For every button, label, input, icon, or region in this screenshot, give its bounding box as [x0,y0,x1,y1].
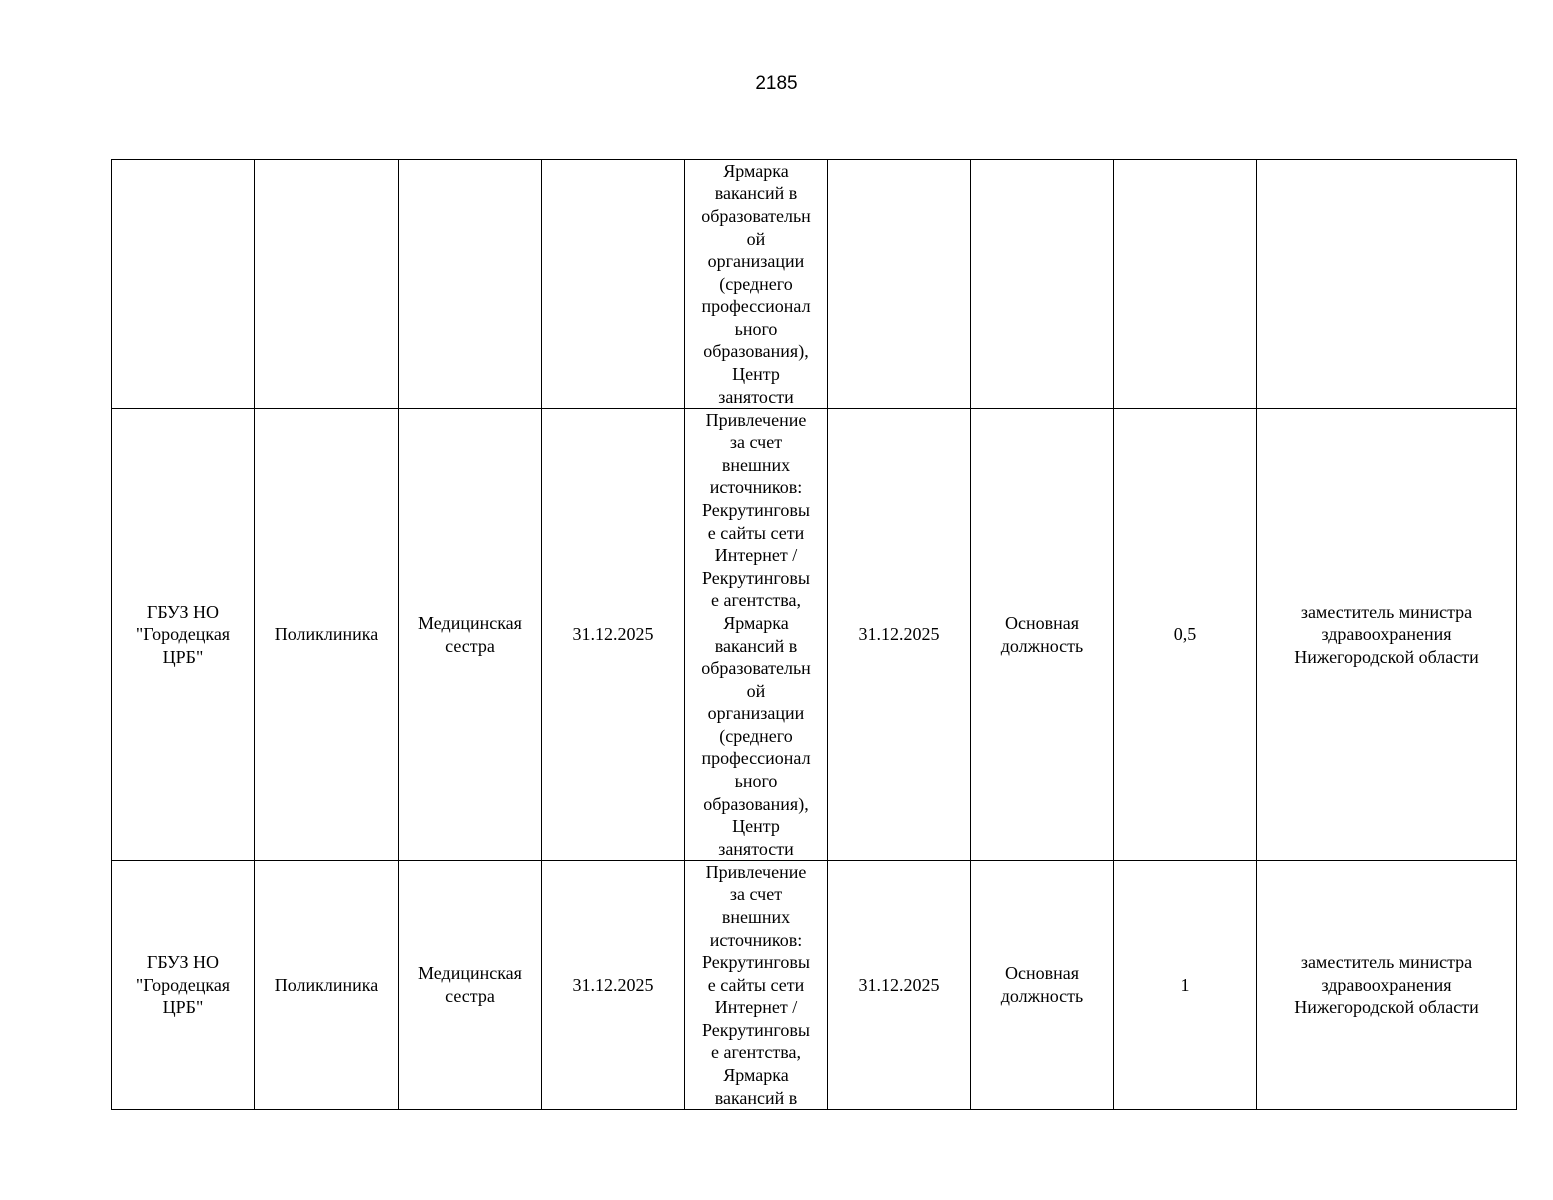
position-cell [399,160,542,409]
department-cell: Поликлиника [255,409,399,861]
job-type-cell [971,160,1114,409]
department-cell [255,160,399,409]
rate-cell [1114,160,1257,409]
table-row [112,160,1517,409]
responsible-cell [1257,160,1517,409]
position-cell: Медицинская сестра [399,409,542,861]
vacancy-table [111,159,1517,1110]
deadline-cell: 31.12.2025 [542,409,685,861]
job-type-cell: Основная должность [971,409,1114,861]
source-cell: Привлечение за счет внешних источников: Рекрутинговы е сайты сети Интернет / Рекрутинговы е агентства, Ярмарка вакансий в [685,861,828,1110]
rate-cell: 1 [1114,861,1257,1110]
position-cell: Медицинская сестра [399,861,542,1110]
date-cell [828,160,971,409]
deadline-cell [542,160,685,409]
date-cell: 31.12.2025 [828,409,971,861]
date-cell: 31.12.2025 [828,861,971,1110]
source-cell: Ярмарка вакансий в образовательн ой организации (среднего профессионал ьного образования), Центр занятости [685,160,828,409]
table-row [112,409,1517,861]
organization-cell [112,160,255,409]
table-row [112,861,1517,1110]
organization-cell: ГБУЗ НО "Городецкая ЦРБ" [112,409,255,861]
source-cell: Привлечение за счет внешних источников: Рекрутинговы е сайты сети Интернет / Рекрутинговы е агентства, Ярмарка вакансий в образовательн ой организации (среднего профессионал ьного образования), Центр занятости [685,409,828,861]
department-cell: Поликлиника [255,861,399,1110]
responsible-cell: заместитель министра здравоохранения Нижегородской области [1257,861,1517,1110]
organization-cell: ГБУЗ НО "Городецкая ЦРБ" [112,861,255,1110]
job-type-cell: Основная должность [971,861,1114,1110]
rate-cell: 0,5 [1114,409,1257,861]
responsible-cell: заместитель министра здравоохранения Нижегородской области [1257,409,1517,861]
page-number: 2185 [755,73,798,94]
deadline-cell: 31.12.2025 [542,861,685,1110]
